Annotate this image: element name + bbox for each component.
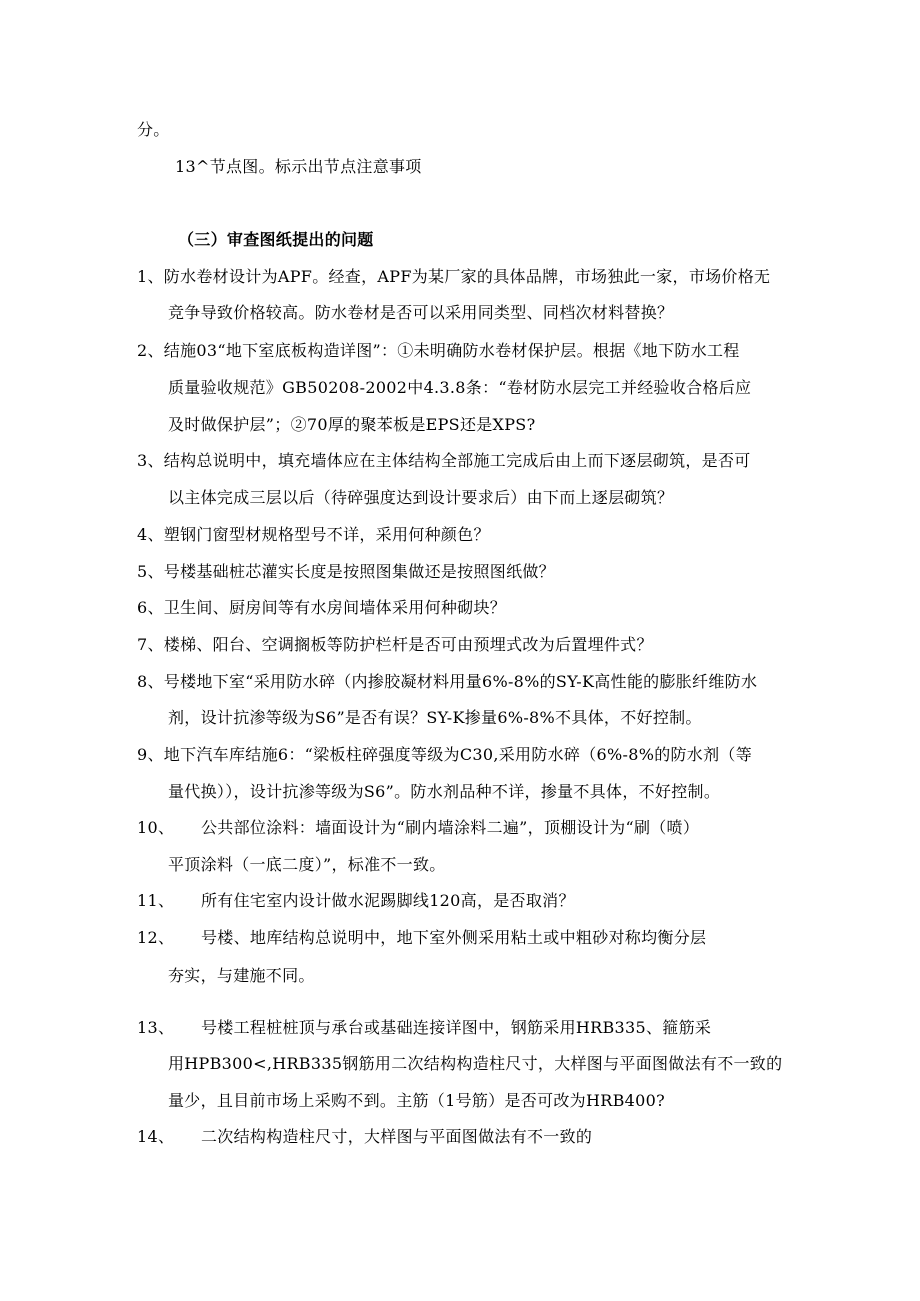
item-continuation-line: 用HPB300<,HRB335钢筋用二次结构构造柱尺寸，大样图与平面图做法有不一致的: [168, 1054, 783, 1073]
item-13-text: 节点图。标示出节点注意事项: [209, 157, 422, 176]
item-text-line: 楼梯、阳台、空调搁板等防护栏杆是否可由预埋式改为后置埋件式？: [163, 635, 653, 654]
section-heading: （三）审查图纸提出的问题: [178, 230, 374, 249]
item-text-line: 号楼地下室“采用防水碎（内掺胶凝材料用量6%-8%的SY-K高性能的膨胀纤维防水: [163, 672, 758, 691]
item-continuation-line: 夯实，与建施不同。: [168, 966, 315, 985]
item-continuation-line: 平顶涂料（一底二度）”，标准不一致。: [168, 855, 446, 874]
item-text-line: 所有住宅室内设计做水泥踢脚线120高，是否取消？: [201, 891, 575, 910]
item-number: 7、: [137, 635, 164, 654]
list-item-8: [137, 672, 757, 692]
list-item-11: [137, 891, 575, 911]
item-number: 12、: [137, 928, 175, 947]
item-number: 13、: [137, 1018, 175, 1037]
item-number: 8、: [137, 672, 164, 691]
item-13-mark: ^: [195, 157, 210, 176]
item-text-line: 地下汽车库结施6：“梁板柱碎强度等级为C30,采用防水碎（6%-8%的防水剂（等: [163, 745, 753, 764]
list-item-5: [137, 562, 555, 582]
item-number: 10、: [137, 818, 175, 837]
item-number: 11、: [137, 891, 175, 910]
item-text-line: 塑钢门窗型材规格型号不详，采用何种颜色？: [163, 525, 490, 544]
list-item-12: [137, 928, 706, 948]
item-text-line: 号楼、地库结构总说明中，地下室外侧采用粘土或中粗砂对称均衡分层: [201, 928, 707, 947]
item-continuation-line: 以主体完成三层以后（待碎强度达到设计要求后）由下而上逐层砌筑？: [168, 488, 674, 507]
item-text-line: 号楼基础桩芯灌实长度是按照图集做还是按照图纸做？: [163, 562, 555, 581]
item-number: 3、: [137, 451, 164, 470]
item-text-line: 卫生间、厨房间等有水房间墙体采用何种砌块？: [163, 598, 507, 617]
item-text-line: 公共部位涂料：墙面设计为“刷内墙涂料二遍”，顶棚设计为“刷（喷）: [201, 818, 700, 837]
list-item-14: [137, 1127, 592, 1147]
list-item-3: [137, 451, 751, 471]
item-continuation-line: 质量验收规范》GB50208-2002中4.3.8条：“卷材防水层完工并经验收合格后应: [168, 378, 752, 397]
item-number: 2、: [137, 341, 164, 360]
item-text-line: 结构总说明中，填充墙体应在主体结构全部施工完成后由上而下逐层砌筑，是否可: [163, 451, 751, 470]
list-item-10: [137, 818, 699, 838]
item-number: 4、: [137, 525, 164, 544]
list-item-13: [137, 1018, 711, 1038]
list-item-9: [137, 745, 752, 765]
list-item-6: [137, 598, 506, 618]
item-number: 6、: [137, 598, 164, 617]
item-continuation-line: 竞争导致价格较高。防水卷材是否可以采用同类型、同档次材料替换？: [168, 303, 674, 322]
list-item-4: [137, 525, 490, 545]
item-text-line: 结施03“地下室底板构造详图”：①未明确防水卷材保护层。根据《地下防水工程: [163, 341, 740, 360]
item-number: 1、: [137, 267, 164, 286]
item-continuation-line: 及时做保护层”；②70厚的聚苯板是EPS还是XPS?: [168, 415, 536, 434]
item-number: 9、: [137, 745, 164, 764]
item-13-label: 13: [175, 157, 196, 176]
list-item-2: [137, 341, 740, 361]
paragraph-fragment: 分。: [137, 120, 170, 139]
item-text-line: 号楼工程桩桩顶与承台或基础连接详图中，钢筋采用HRB335、箍筋采: [201, 1018, 712, 1037]
list-item-7: [137, 635, 653, 655]
item-number: 14、: [137, 1127, 175, 1146]
item-continuation-line: 量少，且目前市场上采购不到。主筋（1号筋）是否可改为HRB400?: [168, 1091, 665, 1110]
item-text-line: 二次结构构造柱尺寸，大样图与平面图做法有不一致的: [201, 1127, 593, 1146]
item-13-node-drawing: [175, 157, 422, 177]
item-number: 5、: [137, 562, 164, 581]
list-item-1: [137, 267, 770, 287]
item-text-line: 防水卷材设计为APF。经查，APF为某厂家的具体品牌，市场独此一家，市场价格无: [163, 267, 771, 286]
item-continuation-line: 剂，设计抗渗等级为S6”是否有误？SY-K掺量6%-8%不具体，不好控制。: [168, 708, 702, 727]
item-continuation-line: 量代换）），设计抗渗等级为S6”。防水剂品种不详，掺量不具体，不好控制。: [168, 782, 721, 801]
